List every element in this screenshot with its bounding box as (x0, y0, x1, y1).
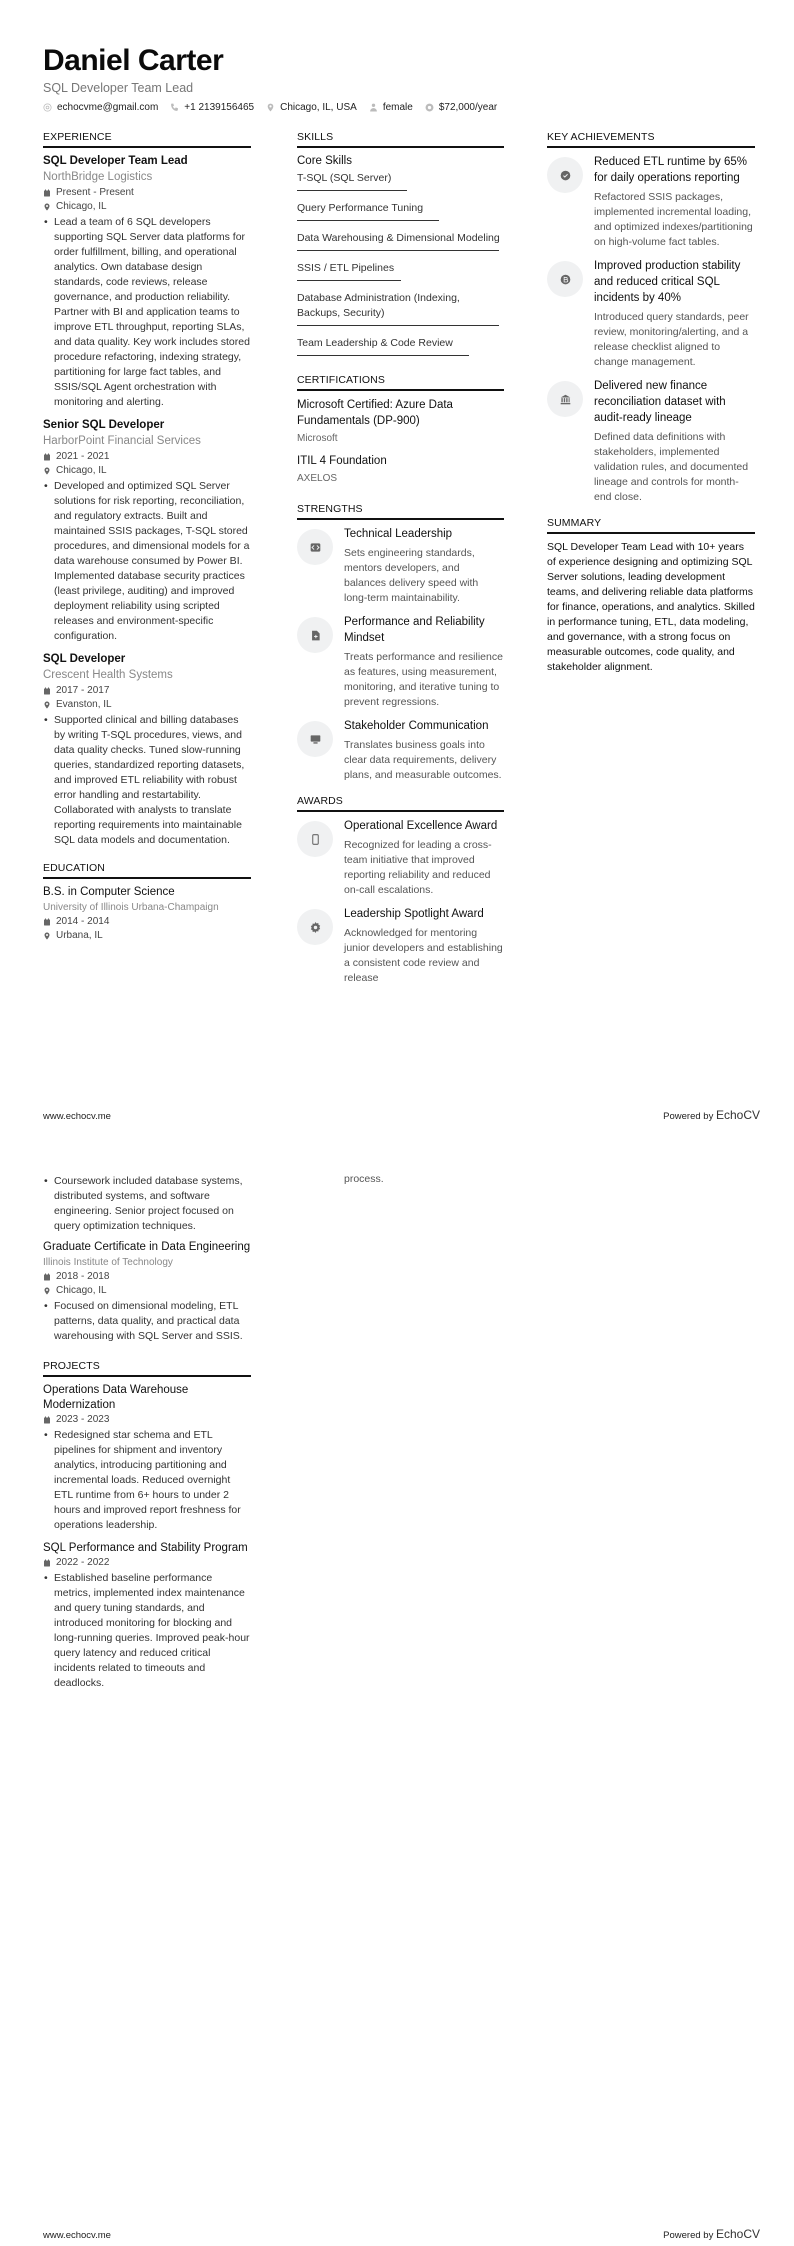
location-icon (43, 1287, 51, 1295)
calendar-icon (43, 1559, 51, 1567)
footer-powered-by: Powered by EchoCV (663, 2227, 760, 2241)
job-company: NorthBridge Logistics (43, 171, 153, 183)
project-dates: 2022 - 2022 (43, 1556, 251, 1570)
right-column (547, 131, 755, 675)
degree: Graduate Certificate in Data Engineering (43, 1241, 251, 1253)
mobile-icon (310, 834, 321, 845)
job-company: Crescent Health Systems (43, 669, 173, 681)
job-location: Chicago, IL (43, 200, 251, 214)
project-title: Operations Data Warehouse Modernization (43, 1384, 189, 1411)
education-bullet: • Focused on dimensional modeling, ETL patterns, data quality, and practical data warehousing with SQL Server and SSIS. (43, 1299, 251, 1344)
job-title: SQL Developer (43, 653, 126, 665)
calendar-icon (43, 918, 51, 926)
job-location: Chicago, IL (43, 464, 251, 478)
award-item: Operational Excellence Award Recognized for leading a cross-team initiative that improved reporting reliability and reduced on-call escalations. (297, 818, 504, 898)
at-icon (43, 103, 52, 112)
check-circle-icon (560, 170, 571, 181)
summary-text: SQL Developer Team Lead with 10+ years of experience designing and optimizing SQL Server solutions, leading development teams, and delivering reliable data platforms for finance, operations, and analytics. Skilled in performance tuning, ETL, data modeling, and governance, with a strong focus on measurable outcomes, code quality, and stakeholder alignment. (547, 541, 755, 673)
education-dates: 2018 - 2018 (43, 1270, 251, 1284)
project-item (43, 1541, 251, 1691)
skill-item: Database Administration (Indexing, Backups, Security) (297, 291, 504, 330)
project-item (43, 1383, 251, 1533)
projects-heading: PROJECTS (43, 1360, 251, 1377)
footer-website-link[interactable]: www.echocv.me (43, 1111, 111, 1122)
contact-phone[interactable]: +1 2139156465 (170, 102, 254, 113)
education-location: Urbana, IL (43, 929, 251, 943)
education-heading: EDUCATION (43, 862, 251, 879)
contact-bar (43, 102, 497, 113)
job-title: Senior SQL Developer (43, 419, 165, 431)
awards-heading: AWARDS (297, 795, 504, 812)
skills-heading: SKILLS (297, 131, 504, 148)
code-icon (310, 542, 321, 553)
education-dates: 2014 - 2014 (43, 915, 251, 929)
left-column (43, 131, 251, 951)
job-dates: 2021 - 2021 (43, 450, 251, 464)
left-column-continued (43, 1173, 251, 1699)
strengths-heading: STRENGTHS (297, 503, 504, 520)
job-bullet: • Supported clinical and billing databases by writing T-SQL procedures, views, and data quality checks. Tuned slow-running queries, standardized reporting datasets, and improved ETL reliability with robust error handling and restartability. Collaborated with analysts to translate reporting requirements into maintainable SQL data models and documentation. (43, 713, 251, 848)
education-bullet: • Coursework included database systems, distributed systems, and software engineering. Senior project focused on query optimization techniques. (43, 1174, 251, 1234)
contact-email[interactable]: echocvme@gmail.com (43, 102, 158, 113)
award-item: Leadership Spotlight Award Acknowledged for mentoring junior developers and establishing a consistent code review and release (297, 906, 504, 986)
calendar-icon (43, 1416, 51, 1424)
resume-header (43, 44, 497, 113)
money-icon (425, 103, 434, 112)
skill-item: Query Performance Tuning (297, 201, 504, 225)
footer-powered-by: Powered by EchoCV (663, 1108, 760, 1122)
calendar-icon (43, 687, 51, 695)
skill-underline (297, 325, 499, 326)
phone-icon (170, 103, 179, 112)
skill-item: Data Warehousing & Dimensional Modeling (297, 231, 504, 255)
candidate-name: Daniel Carter (43, 44, 224, 77)
certifications-heading: CERTIFICATIONS (297, 374, 504, 391)
job-location: Evanston, IL (43, 698, 251, 712)
strength-item: Stakeholder Communication Translates business goals into clear data requirements, delivery plans, and measurable outcomes. (297, 718, 504, 783)
footer-website-link[interactable]: www.echocv.me (43, 2230, 111, 2241)
skill-underline (297, 280, 401, 281)
location-icon (43, 932, 51, 940)
key-achievements-heading: KEY ACHIEVEMENTS (547, 131, 755, 148)
file-plus-icon (310, 630, 321, 641)
experience-item (43, 418, 251, 644)
skill-underline (297, 190, 407, 191)
job-dates: 2017 - 2017 (43, 684, 251, 698)
project-bullet: • Redesigned star schema and ETL pipelines for shipment and inventory analytics, introducing partitioning and incremental loads. Reduced overnight ETL runtime from 6+ hours to under 2 hours and improved report freshness for operations leadership. (43, 1428, 251, 1533)
job-dates: Present - Present (43, 186, 251, 200)
skill-group-title: Core Skills (297, 155, 352, 167)
job-bullet: • Lead a team of 6 SQL developers supporting SQL Server data platforms for order fulfillment, billing, and operational analytics. Own database design standards, code reviews, release governance, and production reliability. Partner with BI and application teams to improve ETL throughput, reporting SLAs, and data quality. Key work includes stored procedure refactoring, indexing strategy, partitioning for large fact tables, and SSIS/SQL Agent orchestration with monitoring and alerting. (43, 215, 251, 410)
bitcoin-icon (560, 274, 571, 285)
job-bullet: • Developed and optimized SQL Server solutions for risk reporting, reconciliation, and regulatory extracts. Built and maintained SSIS packages, T-SQL stored procedures, and dimensional models for a data warehouse consumed by Power BI. Implemented database security practices (least privilege, auditing) and improved deployment reliability using scripted releases and environment-specific configuration. (43, 479, 251, 644)
experience-item (43, 154, 251, 410)
skill-item: Team Leadership & Code Review (297, 336, 504, 360)
award-desc-continued: process. (344, 1173, 384, 1185)
certification-item: ITIL 4 Foundation AXELOS (297, 455, 387, 484)
school: Illinois Institute of Technology (43, 1257, 173, 1268)
middle-column (297, 131, 504, 994)
education-item (43, 1240, 251, 1344)
location-icon (43, 701, 51, 709)
location-icon (43, 203, 51, 211)
candidate-title: SQL Developer Team Lead (43, 81, 194, 95)
degree: B.S. in Computer Science (43, 886, 175, 898)
bank-icon (560, 394, 571, 405)
footer-brand[interactable]: EchoCV (715, 1108, 760, 1122)
strength-item: Technical Leadership Sets engineering standards, mentors developers, and balances delivery speed with long-term maintainability. (297, 526, 504, 606)
resume-page-2 (0, 1123, 794, 2246)
page-footer (43, 2227, 760, 2241)
summary-heading: SUMMARY (547, 517, 755, 534)
calendar-icon (43, 453, 51, 461)
experience-item (43, 652, 251, 848)
job-title: SQL Developer Team Lead (43, 155, 188, 167)
strength-item: Performance and Reliability Mindset Treats performance and resilience as features, using measurement, monitoring, and iterative tuning to prevent regressions. (297, 614, 504, 710)
location-icon (266, 103, 275, 112)
achievement-item: Improved production stability and reduced critical SQL incidents by 40% Introduced query standards, peer review, monitoring/alerting, and a release checklist aligned to change management. (547, 258, 755, 370)
school: University of Illinois Urbana-Champaign (43, 902, 219, 913)
education-item (43, 885, 251, 943)
certification-item: Microsoft Certified: Azure Data Fundamentals (DP-900) Microsoft (297, 399, 453, 444)
skill-underline (297, 220, 439, 221)
achievement-item: Delivered new finance reconciliation dataset with audit-ready lineage Defined data definitions with stakeholders, implemented validation rules, and documented lineage and controls for month-end close. (547, 378, 755, 505)
job-company: HarborPoint Financial Services (43, 435, 201, 447)
contact-location: Chicago, IL, USA (266, 102, 357, 113)
project-title: SQL Performance and Stability Program (43, 1542, 248, 1554)
middle-column-continued (344, 1172, 504, 1187)
project-dates: 2023 - 2023 (43, 1413, 251, 1427)
gear-icon (310, 922, 321, 933)
contact-gender: female (369, 102, 413, 113)
skill-item: T-SQL (SQL Server) (297, 171, 504, 195)
project-bullet: • Established baseline performance metrics, implemented index maintenance and query tuning standards, and introduced monitoring for blocking and long-running queries. Improved peak-hour query latency and reduced critical incidents related to timeouts and deadlocks. (43, 1571, 251, 1691)
calendar-icon (43, 189, 51, 197)
achievement-item: Reduced ETL runtime by 65% for daily operations reporting Refactored SSIS packages, implemented incremental loading, and optimized indexes/partitioning on high-volume fact tables. (547, 154, 755, 250)
calendar-icon (43, 1273, 51, 1281)
person-icon (369, 103, 378, 112)
skill-underline (297, 355, 469, 356)
page-footer (43, 1108, 760, 1122)
footer-brand[interactable]: EchoCV (715, 2227, 760, 2241)
monitor-icon (310, 734, 321, 745)
education-location: Chicago, IL (43, 1284, 251, 1298)
contact-salary: $72,000/year (425, 102, 497, 113)
skill-underline (297, 250, 499, 251)
skill-item: SSIS / ETL Pipelines (297, 261, 504, 285)
experience-heading: EXPERIENCE (43, 131, 251, 148)
location-icon (43, 467, 51, 475)
